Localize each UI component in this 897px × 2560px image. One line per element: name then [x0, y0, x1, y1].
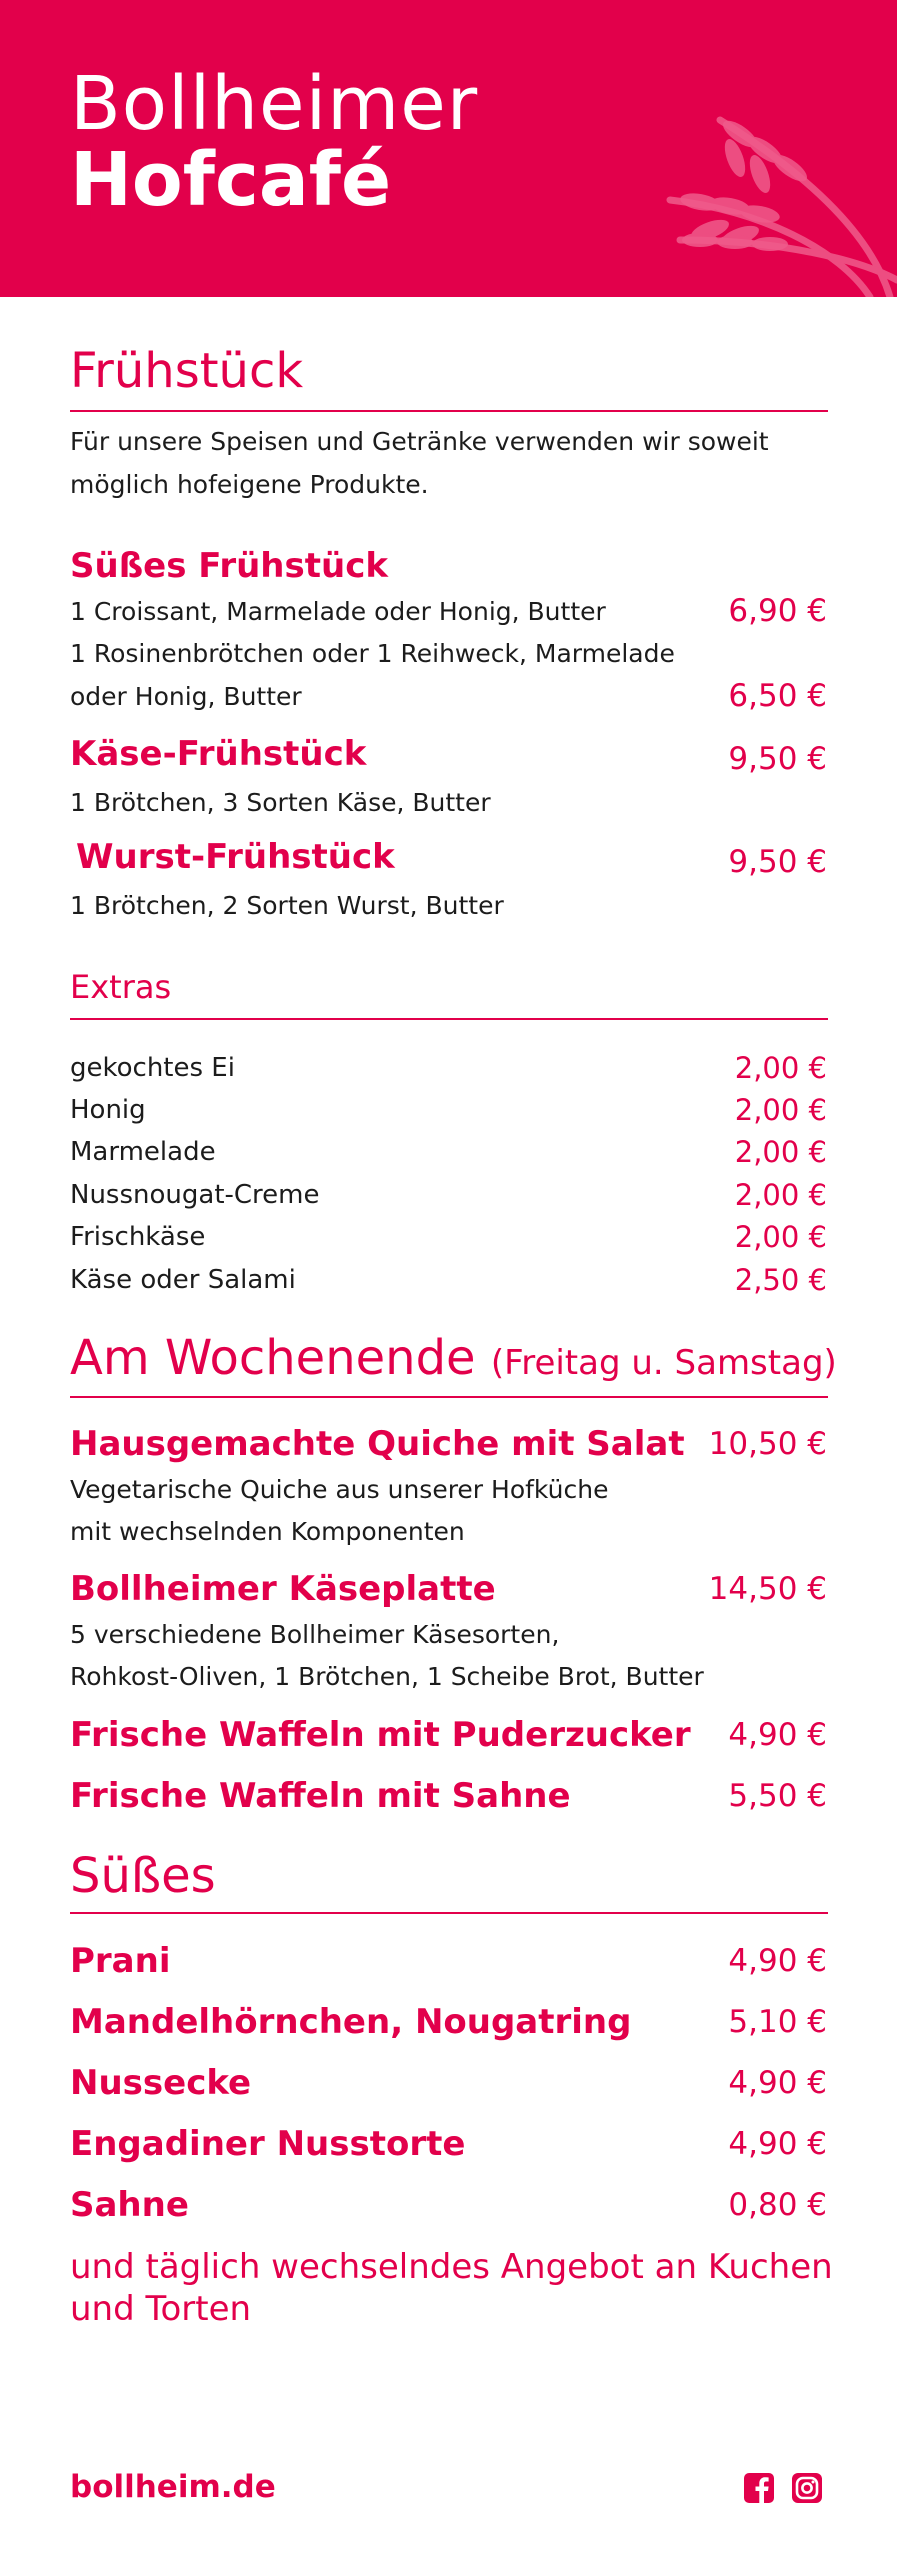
daily-offer-note: und täglich wechselndes Angebot an Kuchen und Torten — [70, 2247, 833, 2329]
menu-item-price: 6,50 € — [728, 678, 827, 714]
extra-item-price: 2,50 € — [734, 1263, 827, 1297]
extra-item-price: 2,00 € — [734, 1093, 827, 1127]
menu-item-title: Käse-Frühstück — [70, 734, 367, 774]
menu-item-price: 14,50 € — [708, 1571, 827, 1607]
menu-item-price: 4,90 € — [728, 1717, 827, 1753]
extra-item-name: Nussnougat-Creme — [70, 1180, 320, 1210]
menu-item-desc: Rohkost-Oliven, 1 Brötchen, 1 Scheibe Brot, Butter — [70, 1662, 704, 1691]
extra-item-name: gekochtes Ei — [70, 1053, 235, 1083]
menu-item-desc: 1 Rosinenbrötchen oder 1 Reihweck, Marmelade — [70, 639, 675, 668]
menu-item-price: 5,10 € — [728, 2004, 827, 2040]
section-title-extras: Extras — [70, 968, 172, 1006]
menu-item-desc: 5 verschiedene Bollheimer Käsesorten, — [70, 1620, 560, 1649]
menu-item-title: Frische Waffeln mit Puderzucker — [70, 1715, 691, 1755]
divider — [70, 1396, 828, 1398]
website-link[interactable]: bollheim.de — [70, 2469, 276, 2505]
menu-item-title: Bollheimer Käseplatte — [70, 1569, 496, 1609]
section-subtitle: (Freitag u. Samstag) — [490, 1343, 837, 1383]
extra-item-name: Marmelade — [70, 1137, 216, 1167]
divider — [70, 410, 828, 412]
section-title-fruehstueck: Frühstück — [70, 343, 304, 399]
extra-item-name: Honig — [70, 1095, 146, 1125]
menu-item-title: Wurst-Frühstück — [76, 837, 395, 877]
extra-item-price: 2,00 € — [734, 1178, 827, 1212]
header-banner — [0, 0, 897, 297]
menu-item-desc: Vegetarische Quiche aus unserer Hofküche — [70, 1475, 609, 1504]
menu-item-desc: mit wechselnden Komponenten — [70, 1517, 465, 1546]
menu-item-desc: 1 Brötchen, 3 Sorten Käse, Butter — [70, 788, 491, 817]
brand-line-1: Bollheimer — [70, 61, 479, 147]
extra-item-price: 2,00 € — [734, 1051, 827, 1085]
section-title-wochenende — [70, 1330, 837, 1391]
brand-line-2: Hofcafé — [70, 137, 392, 223]
menu-item-price: 4,90 € — [728, 2126, 827, 2162]
extra-item-name: Frischkäse — [70, 1222, 206, 1252]
menu-item-title: Sahne — [70, 2185, 189, 2225]
menu-item-title: Nussecke — [70, 2063, 252, 2103]
menu-item-price: 4,90 € — [728, 2065, 827, 2101]
section-title-suesses: Süßes — [70, 1848, 216, 1904]
menu-item-price: 0,80 € — [728, 2187, 827, 2223]
menu-item-title: Süßes Frühstück — [70, 546, 388, 586]
menu-item-desc: 1 Brötchen, 2 Sorten Wurst, Butter — [70, 891, 504, 920]
extra-item-price: 2,00 € — [734, 1135, 827, 1169]
facebook-icon[interactable] — [743, 2472, 775, 2504]
menu-item-price: 4,90 € — [728, 1943, 827, 1979]
menu-item-price: 5,50 € — [728, 1778, 827, 1814]
menu-item-title: Prani — [70, 1941, 171, 1981]
menu-item-price: 6,90 € — [728, 593, 827, 629]
menu-item-desc: 1 Croissant, Marmelade oder Honig, Butter — [70, 597, 606, 626]
menu-item-price: 9,50 € — [728, 844, 827, 880]
menu-item-price: 9,50 € — [728, 741, 827, 777]
menu-item-title: Hausgemachte Quiche mit Salat — [70, 1424, 685, 1464]
extra-item-name: Käse oder Salami — [70, 1265, 296, 1295]
divider — [70, 1018, 828, 1020]
extra-item-price: 2,00 € — [734, 1220, 827, 1254]
menu-item-price: 10,50 € — [708, 1426, 827, 1462]
section-title-text: Am Wochenende — [70, 1330, 476, 1386]
wheat-icon — [640, 90, 897, 297]
menu-item-title: Mandelhörnchen, Nougatring — [70, 2002, 632, 2042]
divider — [70, 1912, 828, 1914]
instagram-icon[interactable] — [791, 2472, 823, 2504]
menu-item-title: Engadiner Nusstorte — [70, 2124, 466, 2164]
intro-text: Für unsere Speisen und Getränke verwenden wir soweit möglich hofeigene Produkte. — [70, 427, 769, 499]
menu-item-title: Frische Waffeln mit Sahne — [70, 1776, 571, 1816]
menu-item-desc: oder Honig, Butter — [70, 682, 302, 711]
